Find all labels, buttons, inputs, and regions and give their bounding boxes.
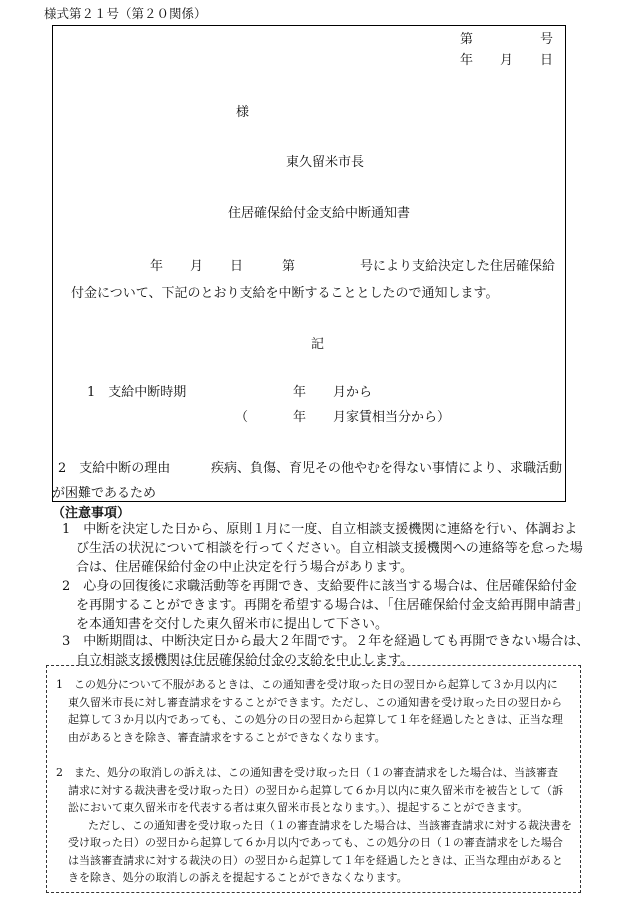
appeal-paragraph-1 bbox=[56, 676, 563, 746]
note-line: 2 心身の回復後に求職活動等を再開でき、支給要件に該当する場合は、住居確保給付金 bbox=[62, 579, 577, 594]
item1-year2: 年 bbox=[293, 410, 307, 425]
appeal-line: きを除き、処分の取消しの訴えを提起することができなくなります。 bbox=[68, 871, 408, 884]
note-line: 自立相談支援機関は住居確保給付金の支給を中止します。 bbox=[76, 653, 413, 668]
day-label: 日 bbox=[540, 53, 554, 68]
appeal-line: 2 また、処分の取消しの訴えは、この通知書を受け取った日（１の審査請求をした場合は、当該審査 bbox=[56, 766, 558, 779]
note-line: を本通知書を交付した東久留米市に提出して下さい。 bbox=[76, 617, 389, 632]
appeal-line: 訟において東久留米市を代表する者は東久留米市長となります。）、提起することができます。 bbox=[68, 801, 529, 814]
note-line: 1 中断を決定した日から、原則１月に一度、自立相談支援機関に連絡を行い、体調およ bbox=[62, 522, 578, 537]
month-label: 月 bbox=[500, 53, 514, 68]
appeal-line: 東久留米市長に対し審査請求をすることができます。ただし、この通知書を受け取った日の翌日から bbox=[68, 695, 563, 709]
body-line1-text: 号により支給決定した住居確保給 bbox=[360, 259, 556, 274]
appeal-line: 受け取った日）の翌日から起算して６か月以内であっても、この処分の日（１の審査請求をした場合 bbox=[68, 836, 563, 849]
year-label: 年 bbox=[460, 53, 474, 68]
ki-label: 記 bbox=[311, 337, 325, 352]
item2-label: 2 支給中断の理由 bbox=[58, 461, 171, 476]
note-line: を再開することができます。再開を希望する場合は、「住居確保給付金支給再開申請書」 bbox=[76, 598, 589, 613]
body-month: 月 bbox=[190, 259, 204, 274]
appeal-line: 1 この処分について不服があるときは、この通知書を受け取った日の翌日から起算して３か月以内に bbox=[56, 678, 558, 691]
appeal-line: は当該審査請求に対する裁決の日）の翌日から起算して１年を経過したときは、正当な理由があると bbox=[68, 853, 563, 867]
note-item-1 bbox=[62, 520, 583, 577]
item1-year: 年 bbox=[293, 385, 307, 400]
note-line: 3 中断期間は、中断決定日から最大２年間です。２年を経過しても再開できない場合は、 bbox=[62, 634, 590, 649]
item2-reason-line2: が困難であるため bbox=[52, 486, 157, 501]
sender: 東久留米市長 bbox=[286, 155, 365, 170]
body-day: 日 bbox=[230, 259, 244, 274]
appeal-line: 請求に対する裁決書を受け取った日）の翌日から起算して６か月以内に東久留米市を被告として（訴 bbox=[68, 783, 563, 797]
item1-label: 1 支給中断時期 bbox=[87, 385, 187, 400]
item1-paren-open: （ bbox=[235, 410, 249, 425]
appeal-paragraph-2 bbox=[56, 764, 572, 887]
notes-title: （注意事項） bbox=[52, 506, 131, 521]
body-number-prefix: 第 bbox=[282, 259, 296, 274]
appeal-line: ただし、この通知書を受け取った日（１の審査請求をした場合は、当該審査請求に対する裁決書を bbox=[88, 818, 572, 832]
appeal-line: 由があるときを除き、審査請求をすることができなくなります。 bbox=[68, 730, 386, 744]
appeal-line: 起算して３か月以内であっても、この処分の日の翌日から起算して１年を経過したときは、正当な理 bbox=[68, 713, 563, 726]
number-label: 第 bbox=[460, 32, 474, 47]
note-item-2 bbox=[62, 577, 588, 634]
note-line: び生活の状況について相談を行ってください。自立相談支援機関への連絡等を怠った場 bbox=[76, 541, 583, 556]
body-year: 年 bbox=[150, 259, 164, 274]
body-line2: 付金について、下記のとおり支給を中断することとしたので通知します。 bbox=[71, 286, 499, 301]
number-suffix: 号 bbox=[540, 32, 554, 47]
item1-month-from: 月から bbox=[333, 385, 373, 400]
document-title: 住居確保給付金支給中断通知書 bbox=[228, 206, 411, 221]
addressee-suffix: 様 bbox=[236, 105, 250, 120]
note-line: 合は、住居確保給付金の中止決定を行う場合があります。 bbox=[76, 560, 413, 575]
item1-rent-text: 月家賃相当分から） bbox=[333, 410, 451, 425]
form-number: 様式第２１号（第２０関係） bbox=[44, 6, 207, 21]
appeal-notice-box bbox=[46, 665, 581, 893]
notice-box bbox=[52, 25, 566, 502]
item2-reason-line1: 疾病、負傷、育児その他やむを得ない事情により、求職活動 bbox=[211, 461, 563, 476]
